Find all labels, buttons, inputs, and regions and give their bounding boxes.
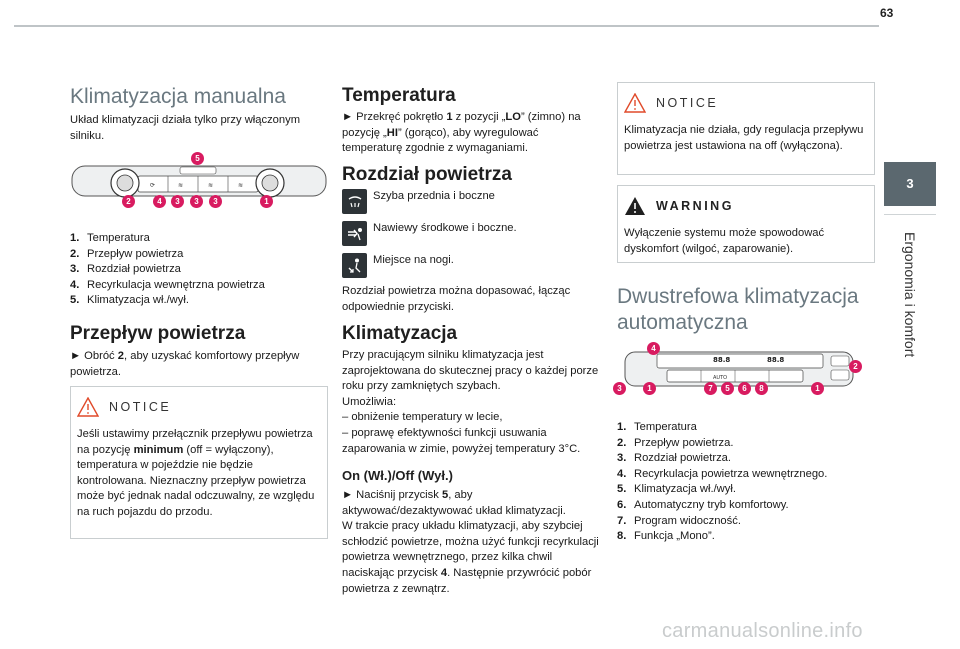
dual-zone-panel-illustration: [617, 338, 875, 400]
svg-text:⟳: ⟳: [150, 182, 156, 189]
air-distribution-list: [342, 189, 600, 285]
callout-badge: 2: [849, 360, 862, 373]
svg-text:AUTO: AUTO: [713, 375, 728, 381]
warning-text: Wyłączenie systemu może spowodować dyskomfort (wilgoć, zaparowanie).: [624, 227, 825, 255]
notice-header: [77, 397, 321, 417]
notice-text: Jeśli ustawimy przełącznik przepływu powietrza na pozycję minimum (off = wyłączony), temperatura w pojeździe nie będzie kontrolowana. Nieznaczny przepływ powietrza może być jednak nadal odczuwalny, ze względu na ruch pojazdu do przodu.: [77, 428, 315, 518]
callout-badge: 3: [171, 195, 184, 208]
list-item: 2. Przepływ powietrza.: [617, 436, 734, 449]
callout-badge: 4: [647, 342, 660, 355]
callout-badge: 8: [755, 382, 768, 395]
footwell-icon: [342, 253, 367, 278]
list-item: 3. Rozdział powietrza: [70, 263, 181, 276]
warning-triangle-icon: [624, 93, 646, 113]
face-vents-icon: [342, 221, 367, 246]
warning-box: [617, 185, 875, 263]
watermark: carmanualsonline.info: [662, 620, 863, 642]
section-title-airflow: Przepływ powietrza: [70, 323, 246, 344]
panel-display-right: 88.8: [767, 356, 785, 364]
panel-display-left: 88.8: [713, 356, 731, 364]
callout-badge: 1: [811, 382, 824, 395]
callout-badge: 1: [260, 195, 273, 208]
list-item: 4. Recyrkulacja powietrza wewnętrznego.: [617, 467, 828, 480]
callout-badge: 4: [153, 195, 166, 208]
notice-text: Klimatyzacja nie działa, gdy regulacja przepływu powietrza jest ustawiona na off (wyłączona).: [624, 124, 864, 152]
air-conditioning-body: Przy pracującym silniku klimatyzacja jest zaprojektowana do skutecznej pracy o każdej porze roku przy zamkniętych szybach. Umożliwia: – obniżenie temperatury w lecie, – poprawę efektywności funkcji usuwania zaparowania w zimie, powyżej temperatury 3°C.: [342, 349, 599, 455]
notice-title: NOTICE: [656, 96, 719, 110]
warning-triangle-icon: [77, 397, 99, 417]
notice-box-ac-off: [617, 82, 875, 175]
list-item: 5. Klimatyzacja wł./wył.: [617, 483, 736, 496]
chapter-rule: [884, 214, 936, 215]
list-item: 5. Klimatyzacja wł./wył.: [70, 294, 189, 307]
list-item: 8. Funkcja „Mono”.: [617, 530, 715, 543]
temperature-text: ► Przekręć pokrętło 1 z pozycji „LO” (zimno) na pozycję „HI” (gorąco), aby wyregulować temperaturę zgodnie z wymaganiami.: [342, 111, 581, 155]
list-item: 1. Temperatura: [617, 421, 697, 433]
callout-badge: 2: [122, 195, 135, 208]
list-item: Miejsce na nogi.: [342, 253, 600, 278]
manual-ac-panel-illustration: [70, 150, 328, 210]
notice-box-airflow: [70, 386, 328, 539]
warning-triangle-icon: [624, 196, 646, 216]
callout-badge: 5: [721, 382, 734, 395]
section-title-dual-zone: Dwustrefowa klimatyzacja automatyczna: [617, 285, 859, 334]
dual-zone-legend: [617, 420, 875, 545]
warning-title: WARNING: [656, 199, 734, 213]
callout-badge: 3: [613, 382, 626, 395]
section-title-temperature: Temperatura: [342, 85, 456, 106]
list-item: 6. Automatyczny tryb komfortowy.: [617, 498, 789, 511]
section-title-on-off: On (Wł.)/Off (Wył.): [342, 468, 453, 483]
callout-badge: 6: [738, 382, 751, 395]
list-item: Szyba przednia i boczne: [342, 189, 600, 214]
svg-text:≋: ≋: [178, 182, 184, 189]
intro-text: Układ klimatyzacji działa tylko przy włączonym silniku.: [70, 114, 301, 142]
header-rule: [14, 25, 879, 27]
air-distribution-note: Rozdział powietrza można dopasować, łącząc odpowiednie przyciski.: [342, 285, 571, 313]
callout-badge: 3: [209, 195, 222, 208]
callout-badge: 1: [643, 382, 656, 395]
page-number: 63: [880, 6, 894, 20]
svg-text:≋: ≋: [238, 182, 244, 189]
windscreen-icon: [342, 189, 367, 214]
list-item: 7. Program widoczność.: [617, 514, 741, 527]
on-off-body: ► Naciśnij przycisk 5, aby aktywować/dezaktywować układ klimatyzacji. W trakcie pracy układu klimatyzacji, aby szybciej schłodzić powietrze, można użyć funkcji recyrkulacji powietrza wewnętrznego, przez kilka chwil naciskając przycisk 4. Następnie przywrócić pobór powietrza z zewnątrz.: [342, 489, 599, 595]
section-title-manual-ac: Klimatyzacja manualna: [70, 85, 286, 108]
notice-title: NOTICE: [109, 400, 172, 414]
list-item: Nawiewy środkowe i boczne.: [342, 221, 600, 246]
list-item: 2. Przepływ powietrza: [70, 247, 184, 260]
callout-badge: 7: [704, 382, 717, 395]
callout-badge: 3: [190, 195, 203, 208]
manual-ac-legend: [70, 231, 328, 309]
svg-text:≋: ≋: [208, 182, 214, 189]
section-title-air-distribution: Rozdział powietrza: [342, 164, 512, 185]
list-item: 4. Recyrkulacja wewnętrzna powietrza: [70, 278, 265, 291]
callout-badge: 5: [191, 152, 204, 165]
chapter-label: Ergonomia i komfort: [902, 232, 918, 358]
airflow-text: ► Obróć 2, aby uzyskać komfortowy przepływ powietrza.: [70, 350, 300, 378]
chapter-tab[interactable]: 3: [884, 162, 936, 206]
section-title-air-conditioning: Klimatyzacja: [342, 323, 458, 344]
list-item: 3. Rozdział powietrza.: [617, 452, 732, 465]
list-item: 1. Temperatura: [70, 232, 150, 244]
